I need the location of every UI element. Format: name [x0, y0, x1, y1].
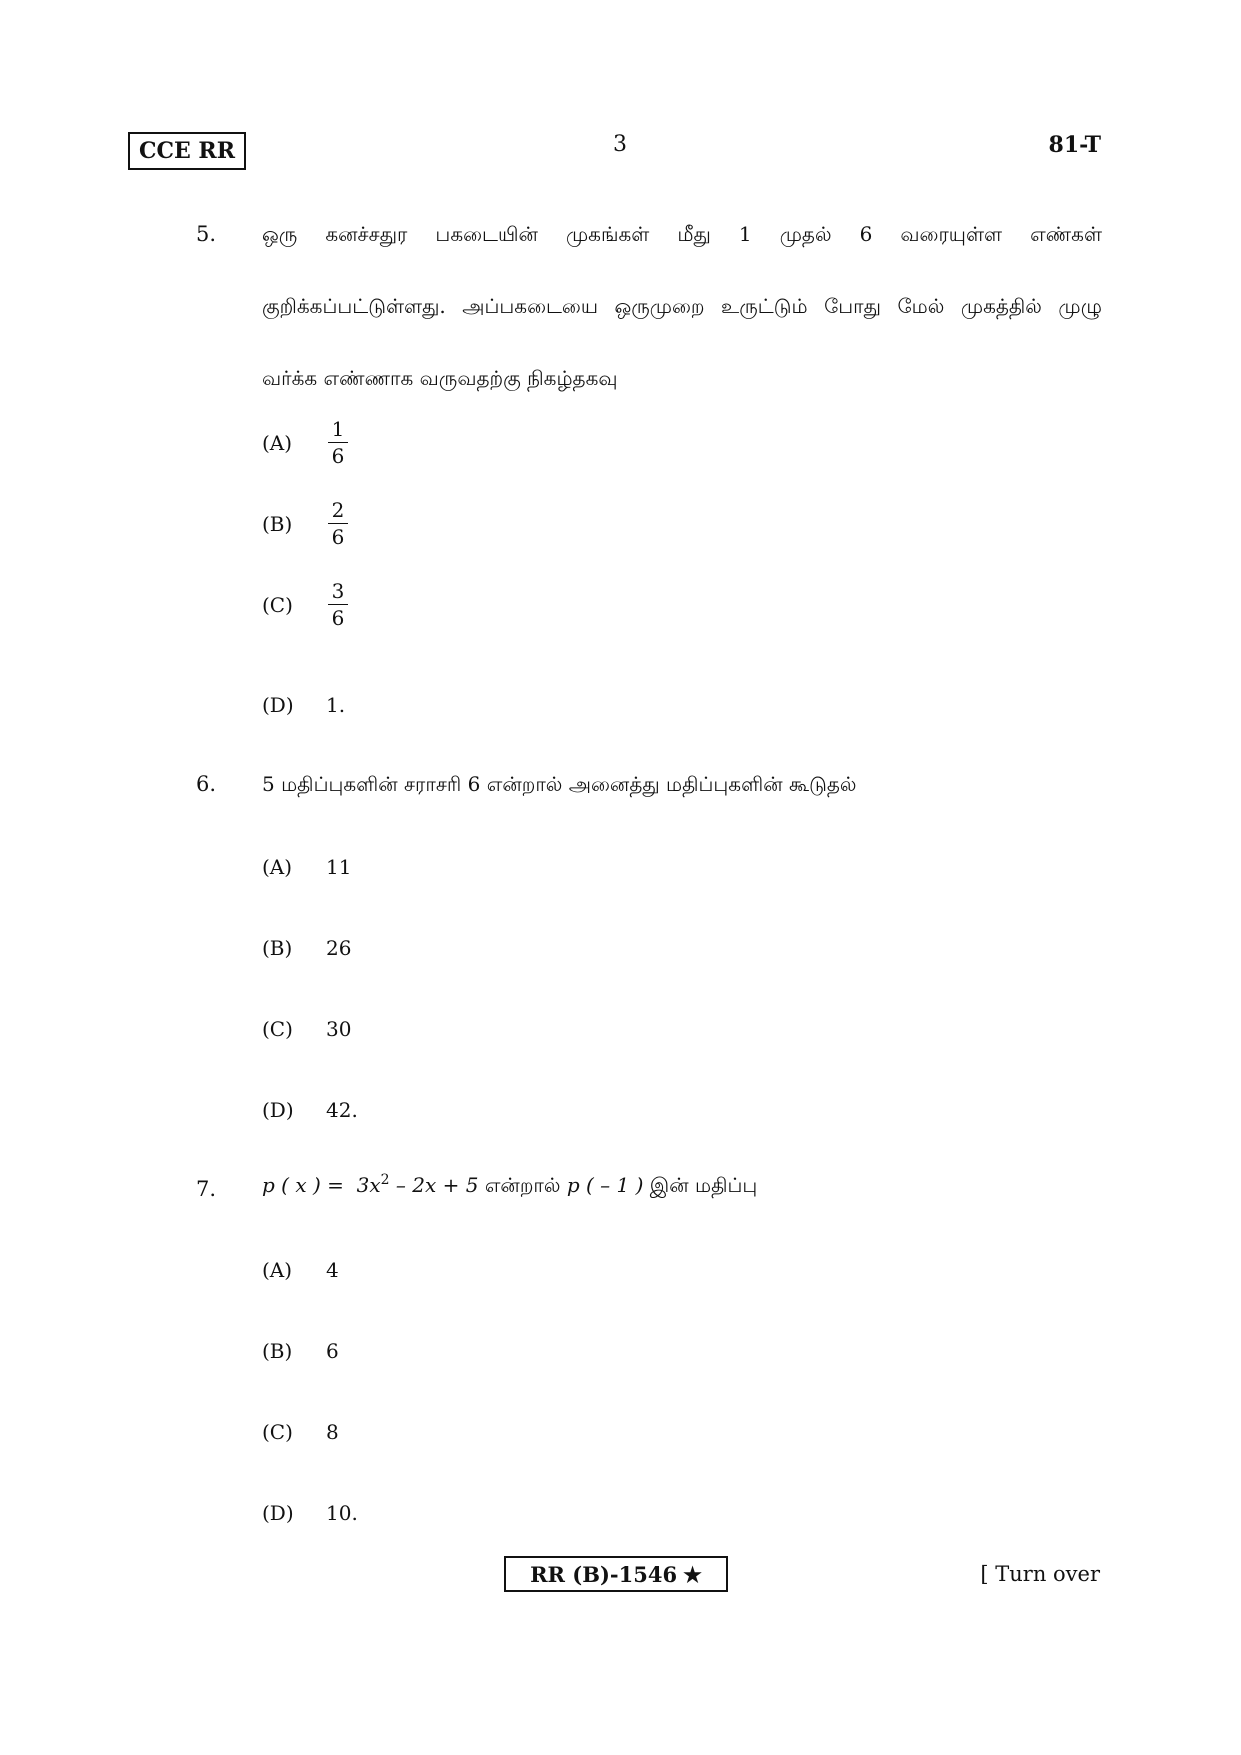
option-value: 26 [326, 936, 352, 960]
question-number: 6. [196, 772, 217, 796]
option-value: 30 [326, 1017, 352, 1041]
star-icon: ★ [683, 1561, 702, 1587]
option-label: (C) [262, 592, 293, 617]
option-label: (B) [262, 936, 293, 960]
polynomial-rest: – 2x + 5 [395, 1173, 479, 1197]
fraction-numerator: 3 [331, 579, 345, 603]
option-a [262, 855, 351, 879]
fraction [328, 497, 348, 550]
question-text-line: குறிக்கப்பட்டுள்ளது. அப்பகடையை ஒருமுறை உருட்டும் போது மேல் முகத்தில் முழு [262, 294, 1102, 318]
option-label: (B) [262, 1339, 293, 1363]
option-a [262, 1258, 339, 1282]
option-value: 1. [326, 693, 346, 717]
booklet-code-box [504, 1556, 728, 1592]
option-label: (D) [262, 1501, 294, 1525]
option-value: 11 [326, 855, 352, 879]
fraction [328, 578, 348, 631]
exponent: 2 [380, 1172, 390, 1188]
option-label: (C) [262, 1017, 293, 1041]
option-value: 4 [326, 1258, 339, 1282]
option-label: (D) [262, 693, 294, 717]
option-value: 42. [326, 1098, 358, 1122]
option-c [262, 578, 348, 631]
fraction [328, 416, 348, 469]
paper-code: 81-T [1048, 132, 1101, 158]
polynomial-lhs: p ( x ) = [262, 1173, 344, 1197]
evaluation-point: p ( – 1 ) [566, 1173, 644, 1197]
turn-over-note: [ Turn over [980, 1562, 1100, 1586]
option-label: (D) [262, 1098, 294, 1122]
question-text-line: 5 மதிப்புகளின் சராசரி 6 என்றால் அனைத்து மதிப்புகளின் கூடுதல் [262, 772, 857, 796]
question-text-line: வர்க்க எண்ணாக வருவதற்கு நிகழ்தகவு [262, 366, 618, 390]
option-a [262, 416, 348, 469]
option-label: (A) [262, 430, 293, 455]
exam-code-box: CCE RR [128, 132, 246, 170]
condition-word: என்றால் [484, 1173, 561, 1197]
fraction-denominator: 6 [331, 525, 345, 549]
option-b [262, 1339, 339, 1363]
option-b [262, 936, 351, 960]
booklet-code: RR (B)-1546 [530, 1561, 678, 1587]
option-b [262, 497, 348, 550]
option-value: 10. [326, 1501, 358, 1525]
option-value: 8 [326, 1420, 339, 1444]
option-c [262, 1017, 351, 1041]
option-label: (C) [262, 1420, 293, 1444]
fraction-numerator: 2 [331, 498, 345, 522]
question-stem [262, 1172, 1102, 1200]
option-label: (B) [262, 511, 293, 536]
option-d [262, 693, 345, 717]
question-number: 7. [196, 1177, 217, 1201]
option-value: 6 [326, 1339, 339, 1363]
question-text-line: ஒரு கனச்சதுர பகடையின் முகங்கள் மீது 1 முதல் 6 வரையுள்ள எண்கள் [262, 222, 1102, 246]
fraction-denominator: 6 [331, 606, 345, 630]
option-label: (A) [262, 1258, 293, 1282]
fraction-denominator: 6 [331, 444, 345, 468]
option-d [262, 1098, 358, 1122]
option-label: (A) [262, 855, 293, 879]
page-number: 3 [613, 132, 627, 157]
question-number: 5. [196, 222, 217, 246]
polynomial-term: 3x [356, 1173, 381, 1197]
fraction-numerator: 1 [331, 417, 345, 441]
option-d [262, 1501, 358, 1525]
option-c [262, 1420, 339, 1444]
question-tail: இன் மதிப்பு [649, 1173, 758, 1197]
